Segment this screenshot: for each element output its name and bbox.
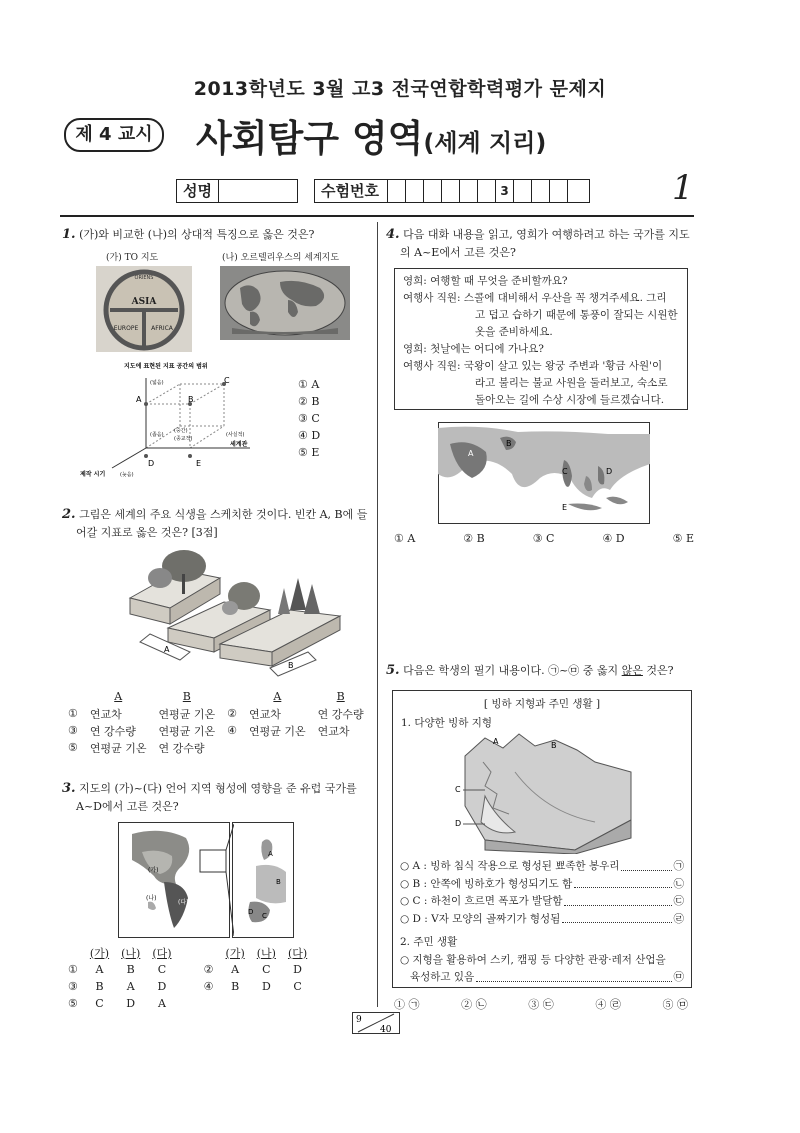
answer-row[interactable] xyxy=(62,978,313,995)
asia-map xyxy=(438,422,650,524)
answer-option[interactable]: ④ D xyxy=(298,429,321,442)
cube-point-d: D xyxy=(148,459,155,468)
option-cell: 연교차 xyxy=(249,707,281,721)
question-text-cont: 의 A~E에서 고른 것은? xyxy=(400,246,516,259)
answer-option[interactable]: ⑤ E xyxy=(672,532,694,545)
option-number: ⑤ xyxy=(68,741,78,754)
page-current: 9 xyxy=(356,1015,362,1025)
dialog-line: 영희: 여행할 때 무엇을 준비할까요? xyxy=(403,275,568,287)
note-item xyxy=(400,893,684,911)
cube-point-c: C xyxy=(224,376,230,385)
to-map-africa: AFRICA xyxy=(151,325,173,332)
answer-row[interactable] xyxy=(62,961,313,978)
option-number: ④ xyxy=(203,980,214,993)
europe-map xyxy=(232,822,294,938)
q1-options xyxy=(298,376,320,461)
option-cell: A xyxy=(157,997,166,1010)
option-number: ② xyxy=(227,707,238,720)
exam-number-cell xyxy=(387,180,405,202)
option-cell: A xyxy=(95,963,104,976)
header-rule xyxy=(60,215,694,217)
question-4 xyxy=(386,226,696,262)
inset-connector xyxy=(194,822,234,938)
subject-title xyxy=(196,108,546,162)
dialog-box xyxy=(394,268,688,410)
map-label-da: (다) xyxy=(178,899,189,906)
glacier-label-b: B xyxy=(551,741,557,750)
cube-axis-time: 제작 시기 xyxy=(80,471,106,478)
page-counter xyxy=(352,1012,400,1034)
dialog-line: 여행사 직원: 국왕이 살고 있는 왕궁 주변과 '황금 사원'이 xyxy=(403,360,663,372)
name-label: 성명 xyxy=(183,182,212,200)
glacier-label-a: A xyxy=(493,737,499,746)
answer-row[interactable] xyxy=(62,705,370,722)
note-item xyxy=(400,876,684,894)
question-text: 지도의 (가)~(다) 언어 지역 형성에 영향을 준 유럽 국가를 xyxy=(79,782,357,795)
cube-axis-worldview: 세계관 xyxy=(230,441,248,448)
question-text: 다음 대화 내용을 읽고, 영희가 여행하려고 하는 국가를 지도 xyxy=(403,228,690,241)
question-2 xyxy=(62,506,372,542)
note-mark: ㉤ xyxy=(673,971,684,983)
question-number: 1. xyxy=(62,227,76,242)
to-map-asia: ASIA xyxy=(131,297,157,307)
note-mark: ㉡ xyxy=(673,877,684,890)
name-field xyxy=(176,179,298,203)
note-mark: ㉣ xyxy=(673,912,684,925)
notes-section-2: 2. 주민 생활 xyxy=(400,936,458,948)
cube-diagram xyxy=(80,358,280,480)
exam-number-cell xyxy=(531,180,549,202)
question-1 xyxy=(62,226,372,244)
name-blank xyxy=(218,180,297,202)
answer-option[interactable]: ① A xyxy=(394,532,416,545)
answer-option[interactable]: ③ ㉢ xyxy=(528,998,554,1011)
europe-label-b: B xyxy=(276,878,281,886)
cube-label-narrow: (좁음) xyxy=(150,432,164,438)
map-point-d: D xyxy=(606,467,613,476)
map-label-na: (나) xyxy=(146,895,157,902)
answer-option[interactable]: ③ C xyxy=(298,412,320,425)
cube-label-mid: (중간) xyxy=(174,428,188,434)
question-number: 2. xyxy=(62,507,76,522)
option-cell: D xyxy=(157,980,167,993)
column-header: B xyxy=(336,690,345,703)
question-number: 5. xyxy=(386,663,400,678)
caption-ortelius-map: (나) 오르텔리우스의 세계지도 xyxy=(222,253,340,263)
map-point-e: E xyxy=(562,503,568,512)
label-b: B xyxy=(288,661,294,670)
dialog-line: 여행사 직원: 스콜에 대비해서 우산을 꼭 챙겨주세요. 그리 xyxy=(403,292,667,304)
option-cell: C xyxy=(293,980,302,993)
question-text-underline: 않은 xyxy=(621,664,643,677)
column-header: (다) xyxy=(287,946,308,960)
note-mark: ㉠ xyxy=(673,860,684,872)
glacier-label-c: C xyxy=(455,785,461,794)
exam-number-cell xyxy=(459,180,477,202)
question-text: 것은? xyxy=(642,664,674,677)
cube-label-religion: (종교적) xyxy=(174,436,193,442)
column-header: (다) xyxy=(152,946,172,960)
option-cell: A xyxy=(231,963,240,976)
note-item: ○ 지형을 활용하여 스키, 캠핑 등 다양한 관광·레저 산업을 xyxy=(400,953,666,966)
question-text: 다음은 학생의 필기 내용이다. ㉠~㉤ 중 옳지 xyxy=(403,664,622,677)
note-text: ○ D : V자 모양의 골짜기가 형성됨 xyxy=(400,912,561,925)
map-point-c: C xyxy=(562,467,568,476)
option-number: ① xyxy=(68,963,78,976)
vegetation-sketch xyxy=(120,548,380,678)
answer-option[interactable]: ① A xyxy=(298,378,320,391)
answer-row[interactable] xyxy=(62,722,370,739)
question-text-cont: A~D에서 고른 것은? xyxy=(76,800,179,813)
option-cell: 연교차 xyxy=(317,724,350,738)
option-number: ⑤ xyxy=(68,997,78,1010)
label-a: A xyxy=(164,645,170,654)
option-cell: 연 강수량 xyxy=(89,724,136,738)
exam-number-cell xyxy=(513,180,531,202)
column-header: B xyxy=(182,690,191,703)
column-header: A xyxy=(114,690,123,703)
note-text: ○ A : 빙하 침식 작용으로 형성된 뾰족한 봉우리 xyxy=(400,860,620,872)
cube-point-a: A xyxy=(136,395,142,404)
dialog-line: 라고 불리는 불교 사원을 둘러보고, 숙소로 xyxy=(475,377,668,389)
subject-sub: (세계 지리) xyxy=(423,129,547,157)
map-point-a: A xyxy=(468,449,474,458)
page-total: 40 xyxy=(380,1025,392,1034)
dialog-line: 돌아오는 길에 수상 시장에 들르겠습니다. xyxy=(475,394,665,406)
question-5 xyxy=(386,662,696,680)
question-text: 그림은 세계의 주요 식생을 스케치한 것이다. 빈칸 A, B에 들 xyxy=(79,508,368,521)
option-number: ② xyxy=(203,963,214,976)
option-cell: D xyxy=(293,963,302,976)
option-cell: B xyxy=(95,980,104,993)
cube-title: 지도에 표현된 지표 공간의 범위 xyxy=(124,363,208,370)
column-header: A xyxy=(273,690,282,703)
cube-label-fact: (사실적) xyxy=(226,432,245,438)
option-cell: C xyxy=(95,997,104,1010)
ortelius-map-image xyxy=(220,266,350,340)
notes-title: [ 빙하 지형과 주민 생활 ] xyxy=(483,698,601,710)
option-number: ① xyxy=(68,707,78,720)
answer-option[interactable]: ③ C xyxy=(532,532,555,545)
map-label-ga: (가) xyxy=(148,867,159,874)
option-number: ③ xyxy=(68,724,78,737)
q3-answer-table xyxy=(62,944,313,1012)
cube-label-recent: (늦음) xyxy=(120,472,134,478)
column-header: (가) xyxy=(89,946,110,960)
option-cell: B xyxy=(126,963,135,976)
answer-option[interactable]: ② B xyxy=(463,532,485,545)
exam-number-cell xyxy=(567,180,585,202)
question-text: (가)와 비교한 (나)의 상대적 특징으로 옳은 것은? xyxy=(79,228,315,241)
option-cell: D xyxy=(126,997,136,1010)
q4-options xyxy=(394,532,694,545)
option-cell: 연평균 기온 xyxy=(249,724,306,738)
exam-number-cell xyxy=(441,180,459,202)
dialog-line: 옷을 준비하세요. xyxy=(475,326,553,338)
option-cell: 연평균 기온 xyxy=(158,724,216,738)
column-header: (나) xyxy=(256,946,276,960)
period-label: 제 4 교시 xyxy=(64,118,164,152)
glacier-diagram xyxy=(455,732,640,854)
exam-number-cell xyxy=(423,180,441,202)
exam-title: 2013학년도 3월 고3 전국연합학력평가 문제지 xyxy=(193,78,607,100)
cube-label-wide: (넓음) xyxy=(150,380,164,386)
dialog-line: 영희: 첫날에는 어디에 가나요? xyxy=(403,343,544,355)
dialog-line: 고 덥고 습하기 때문에 통풍이 잘되는 시원한 xyxy=(475,309,678,321)
map-point-b: B xyxy=(506,439,512,448)
exam-number-cell xyxy=(477,180,495,202)
note-mark: ㉢ xyxy=(673,895,684,907)
question-number: 4. xyxy=(386,227,400,242)
cube-point-e: E xyxy=(196,459,202,468)
question-number: 3. xyxy=(62,781,76,796)
to-map-oriens: ORIENS xyxy=(134,275,154,281)
note-item xyxy=(400,969,684,987)
answer-row[interactable] xyxy=(62,739,370,756)
to-map-europe: EUROPE xyxy=(113,325,139,332)
note-text: 육성하고 있음 xyxy=(410,971,475,983)
exam-number-label: 수험번호 xyxy=(321,182,379,200)
q2-answer-table xyxy=(62,688,370,756)
column-header: (나) xyxy=(121,946,141,960)
notes-list xyxy=(400,858,684,987)
cube-point-b: B xyxy=(188,395,194,404)
caption-to-map: (가) TO 지도 xyxy=(106,253,159,263)
option-number: ④ xyxy=(227,724,238,737)
answer-option[interactable]: ⑤ ㉤ xyxy=(662,998,688,1011)
exam-number-field xyxy=(314,179,590,203)
column-header: (가) xyxy=(225,946,245,960)
q5-options xyxy=(394,996,688,1012)
option-cell: C xyxy=(262,963,271,976)
option-cell: C xyxy=(157,963,167,976)
europe-label-c: C xyxy=(262,912,267,920)
europe-label-d: D xyxy=(248,908,254,916)
exam-number-cell xyxy=(405,180,423,202)
note-text: ○ C : 하천이 흐르면 폭포가 발달함 xyxy=(400,895,563,907)
answer-option[interactable]: ② B xyxy=(298,395,320,408)
option-cell: 연평균 기온 xyxy=(89,741,147,755)
notes-section-1: 1. 다양한 빙하 지형 xyxy=(401,717,493,729)
europe-label-a: A xyxy=(268,850,273,858)
answer-option[interactable]: ④ D xyxy=(602,532,625,545)
note-item xyxy=(400,858,684,876)
to-map-image xyxy=(96,266,192,352)
page-number: 1 xyxy=(672,168,694,208)
note-item xyxy=(400,911,684,929)
answer-option[interactable]: ① ㉠ xyxy=(394,998,420,1011)
option-cell: 연교차 xyxy=(89,707,122,721)
subject-main: 사회탐구 영역 xyxy=(196,117,424,160)
option-number: ③ xyxy=(68,980,78,993)
answer-option[interactable]: ⑤ E xyxy=(298,446,320,459)
option-cell: A xyxy=(126,980,135,993)
exam-number-cell xyxy=(549,180,567,202)
question-3 xyxy=(62,780,372,816)
note-text: ○ B : 안쪽에 빙하호가 형성되기도 함 xyxy=(400,877,573,890)
exam-number-digit: 3 xyxy=(495,180,513,202)
option-cell: D xyxy=(261,980,271,993)
answer-option[interactable]: ④ ㉣ xyxy=(595,998,621,1011)
glacier-label-d: D xyxy=(455,819,462,828)
question-text-cont: 어갈 지표로 옳은 것은? [3점] xyxy=(76,526,218,539)
option-cell: 연 강수량 xyxy=(317,707,364,721)
option-cell: B xyxy=(231,980,240,993)
answer-row[interactable] xyxy=(62,995,313,1012)
option-cell: 연 강수량 xyxy=(158,741,205,755)
option-cell: 연평균 기온 xyxy=(158,707,216,721)
answer-option[interactable]: ② ㉡ xyxy=(461,998,487,1011)
